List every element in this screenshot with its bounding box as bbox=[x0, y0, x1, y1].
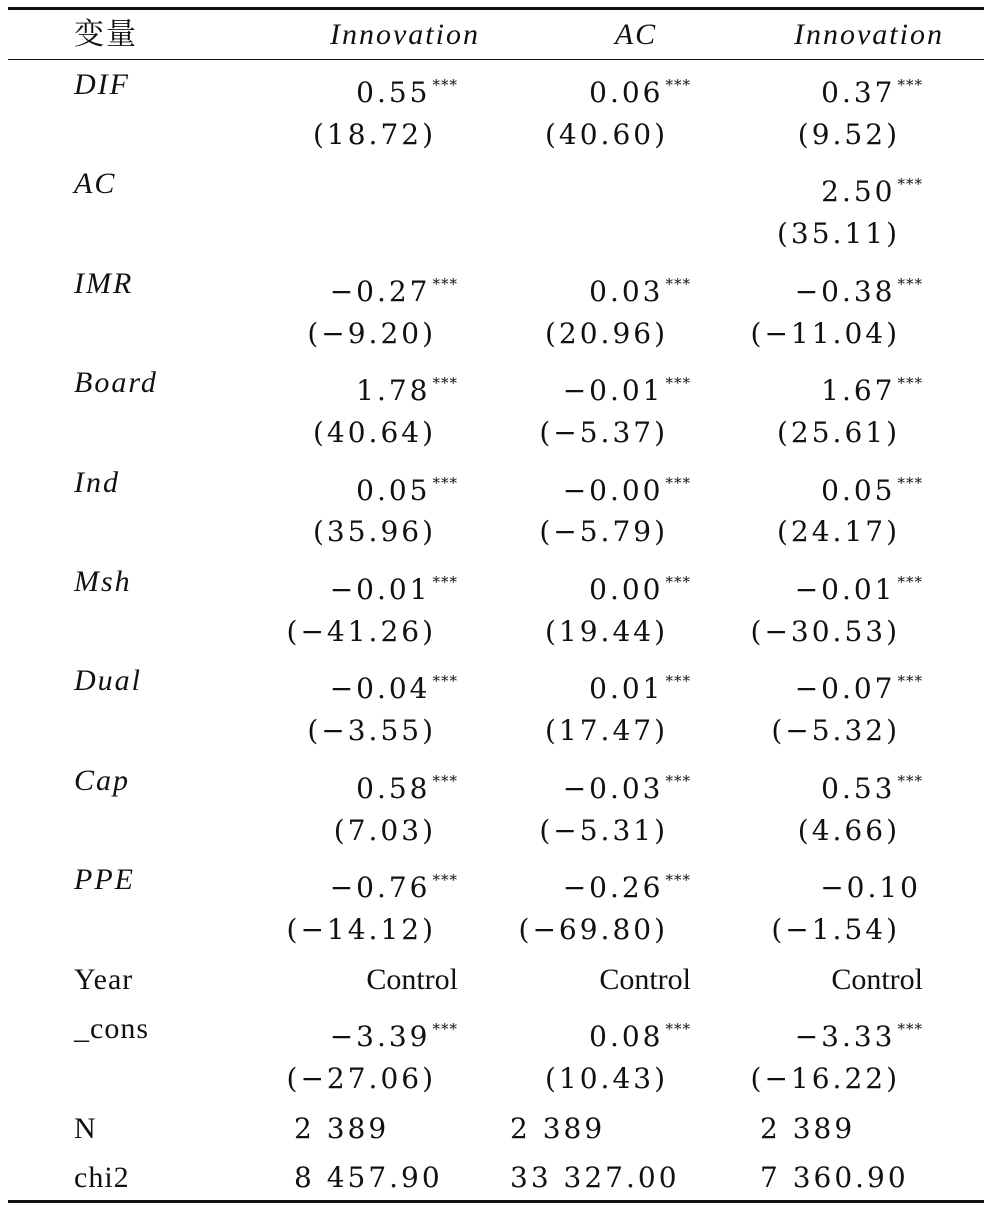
coef-col3 bbox=[820, 855, 923, 905]
coef-col2 bbox=[589, 557, 691, 607]
tstat-col3: (9.52) bbox=[797, 117, 900, 151]
coef-col1-value: −0.76 bbox=[329, 871, 431, 905]
coef-col1 bbox=[330, 855, 458, 905]
tstat-col3: (35.11) bbox=[776, 217, 900, 251]
tstat-col3: (4.66) bbox=[797, 813, 900, 847]
coef-col1-value: −0.27 bbox=[329, 274, 431, 308]
variable-name: IMR bbox=[74, 266, 134, 300]
coef-col3 bbox=[795, 259, 923, 309]
coef-col1 bbox=[330, 557, 458, 607]
coef-col2-significance: *** bbox=[665, 374, 691, 393]
variable-name: N bbox=[74, 1111, 97, 1145]
coef-col1 bbox=[356, 60, 458, 110]
coef-col3-value: 2.50 bbox=[821, 175, 896, 209]
bottom-rule bbox=[8, 1200, 984, 1203]
coef-col3 bbox=[795, 557, 923, 607]
tstat-col1: (−14.12) bbox=[286, 912, 436, 946]
coef-col1-value: 0.05 bbox=[356, 473, 431, 507]
coef-col3-value: −3.33 bbox=[794, 1020, 896, 1054]
coef-col1-value: −0.04 bbox=[329, 672, 431, 706]
coef-col2 bbox=[563, 458, 691, 508]
tstat-col1: (−27.06) bbox=[286, 1062, 436, 1095]
coef-col1-significance: *** bbox=[432, 1020, 458, 1039]
coef-col3-significance: *** bbox=[897, 473, 923, 492]
variable-name: PPE bbox=[74, 863, 135, 897]
variable-name: Year bbox=[74, 962, 134, 996]
coef-col1 bbox=[456, 159, 458, 209]
coef-col1 bbox=[330, 656, 458, 706]
coef-col1-significance: *** bbox=[432, 473, 458, 492]
coef-col1-value: −0.01 bbox=[329, 573, 431, 606]
coef-col2-significance: *** bbox=[665, 573, 691, 591]
coef-col3-significance: *** bbox=[897, 175, 923, 194]
coef-col1-value: −3.39 bbox=[329, 1020, 431, 1054]
coef-col1 bbox=[356, 756, 458, 806]
chi2-col2: 33 327.00 bbox=[510, 1161, 680, 1195]
variable-name: Ind bbox=[74, 465, 120, 499]
coef-col1-significance: *** bbox=[432, 672, 458, 691]
coef-col3-significance: *** bbox=[897, 1020, 923, 1039]
tstat-col3: (−1.54) bbox=[771, 912, 900, 946]
tstat-col3: (−30.53) bbox=[750, 614, 900, 648]
coef-col2-significance: *** bbox=[665, 473, 691, 492]
header-variable: 变量 bbox=[74, 17, 138, 52]
tstat-col3: (−16.22) bbox=[750, 1062, 900, 1095]
tstat-col2: (17.47) bbox=[544, 714, 668, 748]
n-col3: 2 389 bbox=[760, 1111, 856, 1145]
coef-col1-significance: *** bbox=[432, 76, 458, 94]
coef-col2 bbox=[589, 60, 691, 110]
chi2-col3: 7 360.90 bbox=[760, 1161, 909, 1195]
coef-col3 bbox=[821, 159, 923, 209]
coef-col2-value: 0.08 bbox=[589, 1020, 664, 1054]
coef-col2-significance: *** bbox=[665, 76, 691, 94]
coef-col1-significance: *** bbox=[432, 573, 458, 591]
coef-col1-significance: *** bbox=[432, 871, 458, 890]
coef-col3-significance: *** bbox=[897, 374, 923, 393]
tstat-col2: (10.43) bbox=[544, 1062, 668, 1095]
variable-name: Cap bbox=[74, 763, 131, 797]
coef-col3 bbox=[821, 756, 923, 806]
variable-name: Msh bbox=[74, 565, 132, 598]
coef-col1-value: 0.55 bbox=[356, 76, 431, 109]
variable-name: Board bbox=[74, 366, 158, 400]
coef-col2 bbox=[563, 358, 691, 408]
coef-col3-value: −0.10 bbox=[820, 871, 921, 905]
coef-col3-significance: *** bbox=[897, 771, 923, 790]
coef-col1-significance: *** bbox=[432, 374, 458, 393]
coef-col3-value: 1.67 bbox=[821, 374, 896, 408]
tstat-col1: (−9.20) bbox=[307, 316, 436, 350]
tstat-col3: (25.61) bbox=[776, 415, 900, 449]
variable-name: AC bbox=[74, 167, 117, 201]
coef-col1 bbox=[330, 1004, 458, 1054]
coef-col2-value: 0.03 bbox=[589, 274, 664, 308]
coef-col3 bbox=[795, 1004, 923, 1054]
coef-col2-value: 0.01 bbox=[589, 672, 664, 706]
tstat-col2: (40.60) bbox=[544, 117, 668, 151]
variable-name: _cons bbox=[74, 1012, 149, 1046]
coef-col2 bbox=[563, 855, 691, 905]
control-col1: Control bbox=[366, 962, 458, 996]
coef-col2-value: −0.00 bbox=[562, 473, 664, 507]
coef-col3-value: −0.38 bbox=[794, 274, 896, 308]
coef-col2-value: 0.00 bbox=[589, 573, 664, 606]
tstat-col1: (18.72) bbox=[312, 117, 436, 151]
coef-col2 bbox=[589, 1004, 691, 1054]
coef-col2-significance: *** bbox=[665, 771, 691, 790]
coef-col3-significance: *** bbox=[897, 76, 923, 94]
coef-col1 bbox=[356, 458, 458, 508]
tstat-col3: (24.17) bbox=[776, 515, 900, 549]
coef-col3-significance: *** bbox=[897, 672, 923, 691]
header-col1: Innovation bbox=[330, 18, 480, 51]
tstat-col3: (−11.04) bbox=[750, 316, 900, 350]
coef-col3-value: 0.05 bbox=[821, 473, 896, 507]
coef-col2 bbox=[589, 656, 691, 706]
coef-col2-value: 0.06 bbox=[589, 76, 664, 109]
tstat-col2: (−69.80) bbox=[518, 912, 668, 946]
tstat-col1: (−3.55) bbox=[307, 714, 436, 748]
tstat-col1: (40.64) bbox=[312, 415, 436, 449]
tstat-col2: (19.44) bbox=[544, 614, 668, 648]
tstat-col1: (35.96) bbox=[312, 515, 436, 549]
coef-col3 bbox=[821, 358, 923, 408]
tstat-col1: (−41.26) bbox=[286, 614, 436, 648]
control-col2: Control bbox=[599, 962, 691, 996]
coef-col2-value: −0.01 bbox=[562, 374, 664, 408]
coef-col3-value: 0.53 bbox=[821, 771, 896, 805]
tstat-col3: (−5.32) bbox=[771, 714, 900, 748]
coef-col1 bbox=[330, 259, 458, 309]
coef-col2 bbox=[563, 756, 691, 806]
chi2-col1: 8 457.90 bbox=[294, 1161, 443, 1195]
variable-name: Dual bbox=[74, 664, 142, 698]
coef-col3-significance: *** bbox=[897, 274, 923, 293]
tstat-col2: (−5.79) bbox=[539, 515, 668, 549]
tstat-col1: (7.03) bbox=[333, 813, 436, 847]
variable-name: chi2 bbox=[74, 1161, 130, 1195]
coef-col2 bbox=[589, 259, 691, 309]
control-col3: Control bbox=[831, 962, 923, 996]
coef-col3-value: −0.01 bbox=[794, 573, 896, 606]
coef-col1-value: 1.78 bbox=[356, 374, 431, 408]
coef-col2-value: −0.03 bbox=[562, 771, 664, 805]
tstat-col2: (−5.37) bbox=[539, 415, 668, 449]
coef-col2 bbox=[689, 159, 691, 209]
coef-col3 bbox=[821, 458, 923, 508]
variable-name: DIF bbox=[74, 68, 130, 101]
n-col1: 2 389 bbox=[294, 1111, 390, 1145]
coef-col2-significance: *** bbox=[665, 871, 691, 890]
header-col2: AC bbox=[614, 18, 658, 51]
coef-col2-significance: *** bbox=[665, 1020, 691, 1039]
coef-col1 bbox=[356, 358, 458, 408]
coef-col3-value: 0.37 bbox=[821, 76, 896, 109]
coef-col1-significance: *** bbox=[432, 771, 458, 790]
coef-col3-value: −0.07 bbox=[794, 672, 896, 706]
coef-col2-value: −0.26 bbox=[562, 871, 664, 905]
coef-col2-significance: *** bbox=[665, 274, 691, 293]
n-col2: 2 389 bbox=[510, 1111, 606, 1145]
header-col3: Innovation bbox=[794, 18, 944, 51]
tstat-col2: (20.96) bbox=[544, 316, 668, 350]
coef-col2-significance: *** bbox=[665, 672, 691, 691]
coef-col3-significance: *** bbox=[897, 573, 923, 591]
coef-col1-significance: *** bbox=[432, 274, 458, 293]
coef-col1-value: 0.58 bbox=[356, 771, 431, 805]
coef-col3 bbox=[795, 656, 923, 706]
tstat-col2: (−5.31) bbox=[539, 813, 668, 847]
coef-col3 bbox=[821, 60, 923, 110]
